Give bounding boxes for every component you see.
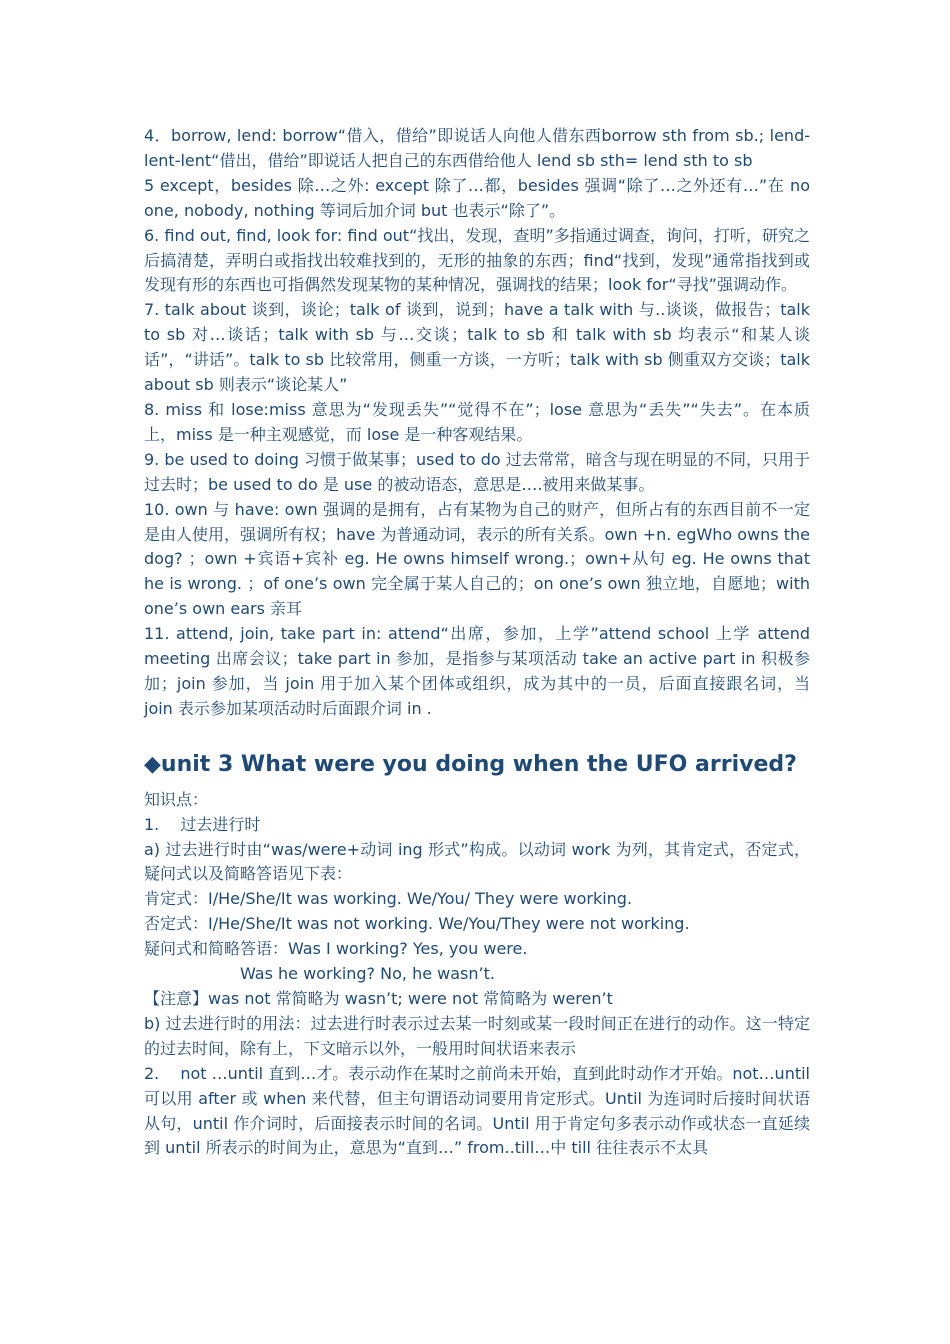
document-body	[144, 124, 810, 1161]
section-gap	[144, 722, 810, 750]
not-until-explanation: 2. not …until 直到…才。表示动作在某时之前尚未开始，直到此时动作才开始。not…until 可以用 after 或 when 来代替，但主句谓语动词要用肯定形式。Until 为连词时后接时间状语从句，until 作介词时，后面接表示时间的名词。Until 用于肯定句多表示动作或状态一直延续到 until 所表示的时间为止，意思为“直到…” from..till…中 till 往往表示不太具	[144, 1063, 810, 1158]
past-progressive-usage: b) 过去进行时的用法：过去进行时表示过去某一时刻或某一段时间正在进行的动作。这一特定的过去时间，除有上，下文暗示以外，一般用时间状语来表示	[144, 1013, 810, 1058]
note-contractions: 【注意】was not 常简略为 wasn’t; were not 常简略为 weren’t	[144, 989, 613, 1008]
knowledge-points-label: 知识点：	[144, 789, 209, 809]
paragraph-except-besides: 5 except，besides 除…之外: except 除了…都，besides 强调“除了…之外还有…”在 no one, nobody, nothing 等词后加介词 but 也表示“除了”。	[144, 175, 810, 220]
paragraph-used-to: 9. be used to doing 习惯于做某事；used to do 过去常常，暗含与现在明显的不同，只用于过去时；be used to do 是 use 的被动语态，意思是….被用来做某事。	[144, 449, 810, 494]
past-progressive-form: a) 过去进行时由“was/were+动词 ing 形式”构成。以动词 work 为列，其肯定式，否定式，疑问式以及简略答语见下表：	[144, 839, 810, 884]
question-form-example: Was he working? No, he wasn’t.	[240, 964, 495, 984]
unit-heading: ◆unit 3 What were you doing when the UFO arrived?	[144, 751, 797, 777]
question-form: 疑问式和简略答语：Was I working? Yes, you were.	[144, 939, 528, 959]
affirmative-form: 肯定式：I/He/She/It was working. We/You/ They were working.	[144, 889, 633, 909]
paragraph-own-have: 10. own 与 have: own 强调的是拥有，占有某物为自己的财产，但所占有的东西目前不一定是由人使用，强调所有权；have 为普通动词，表示的所有关系。own +n. egWho owns the dog? ；own +宾语+宾补 eg. He owns himself wrong.；own+从句 eg. He owns that he is wrong. ；of one’s own 完全属于某人自己的；on one’s own 独立地，自愿地；with one’s own ears 亲耳	[144, 499, 810, 619]
paragraph-talk-about: 7. talk about 谈到，谈论；talk of 谈到，说到；have a talk with 与..谈谈，做报告；talk to sb 对…谈话；talk with sb 与…交谈；talk to sb 和 talk with sb 均表示“和某人谈话”，“讲话”。talk to sb 比较常用，侧重一方谈，一方听；talk with sb 侧重双方交谈；talk about sb 则表示“谈论某人”	[144, 300, 810, 395]
paragraph-attend-join: 11. attend, join, take part in: attend“出席，参加，上学”attend school 上学 attend meeting 出席会议；take part in 参加，是指参与某项活动 take an active part in 积极参加；join 参加，当 join 用于加入某个团体或组织，成为其中的一员，后面直接跟名词，当 join 表示参加某项活动时后面跟介词 in .	[144, 624, 810, 718]
paragraph-find-out: 6. find out, find, look for: find out“找出，发现，查明”多指通过调查，询问，打听，研究之后搞清楚，弄明白或指找出较难找到的，无形的抽象的东西；find“找到，发现”通常指找到或发现有形的东西也可指偶然发现某物的某种情况，强调找的结果；look for“寻找”强调动作。	[144, 225, 810, 295]
paragraph-miss-lose: 8. miss 和 lose:miss 意思为“发现丢失”“觉得不在”；lose 意思为“丢失”“失去”。在本质上，miss 是一种主观感觉，而 lose 是一种客观结果。	[144, 399, 810, 444]
negative-form: 否定式：I/He/She/It was not working. We/You/They were not working.	[144, 914, 690, 934]
paragraph-borrow-lend: 4．borrow, lend: borrow“借入，借给”即说话人向他人借东西borrow sth from sb.; lend-lent-lent“借出，借给”即说话人把自己的东西借给他人 lend sb sth= lend sth to sb	[144, 126, 810, 170]
past-progressive-title: 1. 过去进行时	[144, 814, 261, 834]
